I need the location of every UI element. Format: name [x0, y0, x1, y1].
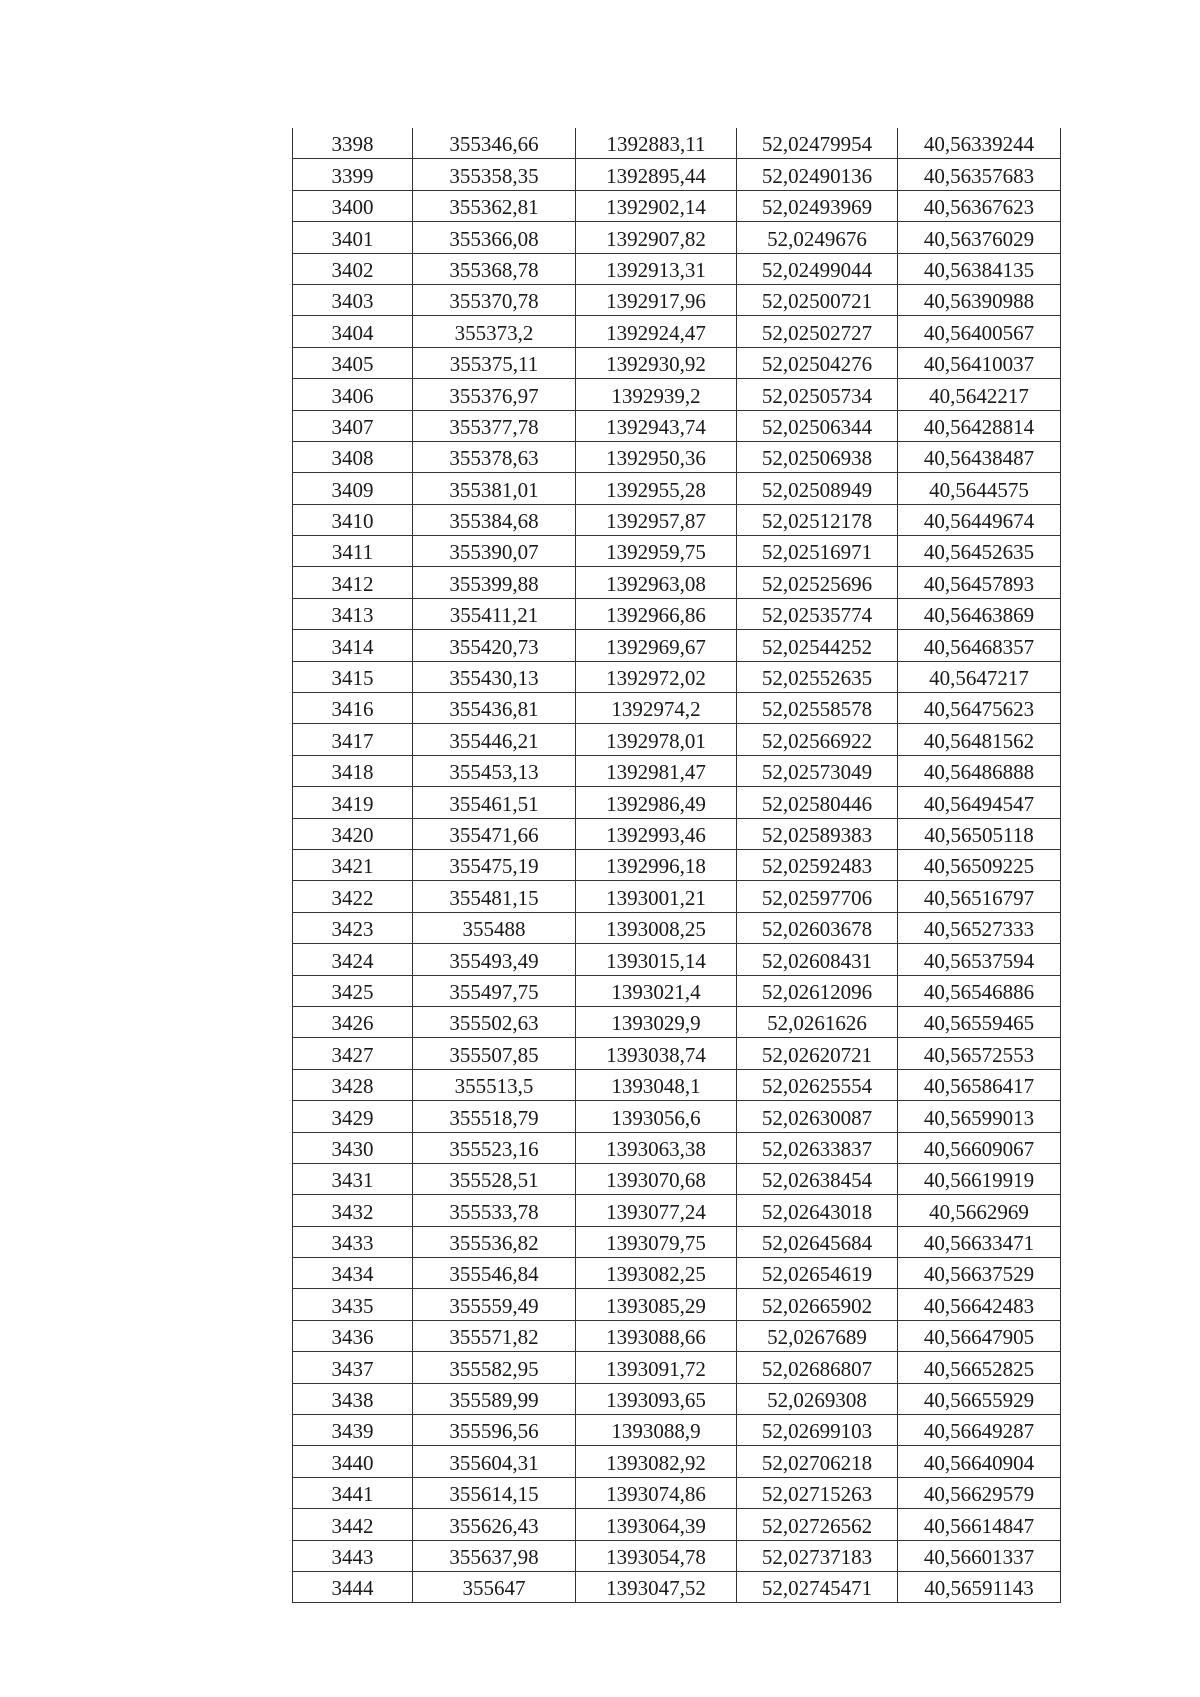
longitude-cell: 40,56633471: [898, 1226, 1061, 1257]
latitude-cell: 52,02633837: [737, 1132, 898, 1163]
y-coordinate-cell: 1392913,31: [576, 253, 737, 284]
longitude-cell: 40,56609067: [898, 1132, 1061, 1163]
latitude-cell: 52,02638454: [737, 1163, 898, 1194]
y-coordinate-cell: 1393070,68: [576, 1163, 737, 1194]
latitude-cell: 52,02512178: [737, 504, 898, 535]
latitude-cell: 52,02620721: [737, 1038, 898, 1069]
longitude-cell: 40,56468357: [898, 630, 1061, 661]
longitude-cell: 40,56367623: [898, 190, 1061, 221]
longitude-cell: 40,56559465: [898, 1006, 1061, 1037]
x-coordinate-cell: 355368,78: [413, 253, 576, 284]
y-coordinate-cell: 1392902,14: [576, 190, 737, 221]
x-coordinate-cell: 355375,11: [413, 347, 576, 378]
x-coordinate-cell: 355497,75: [413, 975, 576, 1006]
x-coordinate-cell: 355381,01: [413, 473, 576, 504]
longitude-cell: 40,56537594: [898, 944, 1061, 975]
longitude-cell: 40,56400567: [898, 316, 1061, 347]
latitude-cell: 52,02597706: [737, 881, 898, 912]
x-coordinate-cell: 355536,82: [413, 1226, 576, 1257]
latitude-cell: 52,02592483: [737, 849, 898, 880]
y-coordinate-cell: 1393038,74: [576, 1038, 737, 1069]
table-row: [293, 316, 1061, 347]
point-number-cell: 3423: [293, 912, 413, 943]
table-row: [293, 379, 1061, 410]
longitude-cell: 40,56449674: [898, 504, 1061, 535]
point-number-cell: 3402: [293, 253, 413, 284]
table-row: [293, 818, 1061, 849]
y-coordinate-cell: 1393015,14: [576, 944, 737, 975]
table-row: [293, 1540, 1061, 1571]
point-number-cell: 3417: [293, 724, 413, 755]
table-row: [293, 1320, 1061, 1351]
longitude-cell: 40,56339244: [898, 128, 1061, 159]
x-coordinate-cell: 355378,63: [413, 441, 576, 472]
y-coordinate-cell: 1393079,75: [576, 1226, 737, 1257]
point-number-cell: 3438: [293, 1383, 413, 1414]
longitude-cell: 40,56390988: [898, 284, 1061, 315]
table-row: [293, 1132, 1061, 1163]
x-coordinate-cell: 355571,82: [413, 1320, 576, 1351]
longitude-cell: 40,56652825: [898, 1352, 1061, 1383]
latitude-cell: 52,02589383: [737, 818, 898, 849]
point-number-cell: 3416: [293, 693, 413, 724]
latitude-cell: 52,02715263: [737, 1477, 898, 1508]
longitude-cell: 40,56601337: [898, 1540, 1061, 1571]
longitude-cell: 40,56438487: [898, 441, 1061, 472]
longitude-cell: 40,56463869: [898, 598, 1061, 629]
latitude-cell: 52,0249676: [737, 222, 898, 253]
latitude-cell: 52,0261626: [737, 1006, 898, 1037]
y-coordinate-cell: 1392978,01: [576, 724, 737, 755]
point-number-cell: 3420: [293, 818, 413, 849]
x-coordinate-cell: 355420,73: [413, 630, 576, 661]
longitude-cell: 40,5642217: [898, 379, 1061, 410]
y-coordinate-cell: 1392981,47: [576, 755, 737, 786]
x-coordinate-cell: 355559,49: [413, 1289, 576, 1320]
point-number-cell: 3403: [293, 284, 413, 315]
longitude-cell: 40,56637529: [898, 1258, 1061, 1289]
table-row: [293, 755, 1061, 786]
table-row: [293, 881, 1061, 912]
y-coordinate-cell: 1393088,66: [576, 1320, 737, 1351]
point-number-cell: 3401: [293, 222, 413, 253]
table-row: [293, 1415, 1061, 1446]
latitude-cell: 52,02544252: [737, 630, 898, 661]
table-row: [293, 284, 1061, 315]
latitude-cell: 52,02580446: [737, 787, 898, 818]
y-coordinate-cell: 1392930,92: [576, 347, 737, 378]
y-coordinate-cell: 1392974,2: [576, 693, 737, 724]
latitude-cell: 52,02525696: [737, 567, 898, 598]
longitude-cell: 40,56591143: [898, 1571, 1061, 1602]
longitude-cell: 40,56599013: [898, 1101, 1061, 1132]
point-number-cell: 3412: [293, 567, 413, 598]
point-number-cell: 3413: [293, 598, 413, 629]
y-coordinate-cell: 1393001,21: [576, 881, 737, 912]
y-coordinate-cell: 1393063,38: [576, 1132, 737, 1163]
table-row: [293, 1163, 1061, 1194]
longitude-cell: 40,56640904: [898, 1446, 1061, 1477]
longitude-cell: 40,56516797: [898, 881, 1061, 912]
table-row: [293, 536, 1061, 567]
point-number-cell: 3409: [293, 473, 413, 504]
point-number-cell: 3432: [293, 1195, 413, 1226]
y-coordinate-cell: 1392883,11: [576, 128, 737, 159]
x-coordinate-cell: 355528,51: [413, 1163, 576, 1194]
longitude-cell: 40,56486888: [898, 755, 1061, 786]
table-row: [293, 1195, 1061, 1226]
latitude-cell: 52,02573049: [737, 755, 898, 786]
table-row: [293, 222, 1061, 253]
x-coordinate-cell: 355446,21: [413, 724, 576, 755]
table-row: [293, 1571, 1061, 1602]
y-coordinate-cell: 1393029,9: [576, 1006, 737, 1037]
point-number-cell: 3440: [293, 1446, 413, 1477]
longitude-cell: 40,56481562: [898, 724, 1061, 755]
latitude-cell: 52,02625554: [737, 1069, 898, 1100]
x-coordinate-cell: 355390,07: [413, 536, 576, 567]
y-coordinate-cell: 1393064,39: [576, 1509, 737, 1540]
table-row: [293, 1509, 1061, 1540]
longitude-cell: 40,56457893: [898, 567, 1061, 598]
latitude-cell: 52,02516971: [737, 536, 898, 567]
point-number-cell: 3415: [293, 661, 413, 692]
x-coordinate-cell: 355582,95: [413, 1352, 576, 1383]
y-coordinate-cell: 1392895,44: [576, 159, 737, 190]
latitude-cell: 52,02699103: [737, 1415, 898, 1446]
x-coordinate-cell: 355647: [413, 1571, 576, 1602]
latitude-cell: 52,02490136: [737, 159, 898, 190]
x-coordinate-cell: 355366,08: [413, 222, 576, 253]
point-number-cell: 3437: [293, 1352, 413, 1383]
coordinates-table-body: [293, 128, 1061, 1603]
x-coordinate-cell: 355596,56: [413, 1415, 576, 1446]
table-row: [293, 253, 1061, 284]
point-number-cell: 3404: [293, 316, 413, 347]
latitude-cell: 52,02558578: [737, 693, 898, 724]
longitude-cell: 40,56410037: [898, 347, 1061, 378]
x-coordinate-cell: 355471,66: [413, 818, 576, 849]
latitude-cell: 52,02603678: [737, 912, 898, 943]
point-number-cell: 3429: [293, 1101, 413, 1132]
table-row: [293, 1226, 1061, 1257]
point-number-cell: 3414: [293, 630, 413, 661]
latitude-cell: 52,02479954: [737, 128, 898, 159]
y-coordinate-cell: 1393074,86: [576, 1477, 737, 1508]
table-row: [293, 128, 1061, 159]
point-number-cell: 3441: [293, 1477, 413, 1508]
point-number-cell: 3398: [293, 128, 413, 159]
table-row: [293, 787, 1061, 818]
table-row: [293, 849, 1061, 880]
longitude-cell: 40,56629579: [898, 1477, 1061, 1508]
x-coordinate-cell: 355461,51: [413, 787, 576, 818]
point-number-cell: 3436: [293, 1320, 413, 1351]
y-coordinate-cell: 1392917,96: [576, 284, 737, 315]
y-coordinate-cell: 1392966,86: [576, 598, 737, 629]
longitude-cell: 40,5644575: [898, 473, 1061, 504]
latitude-cell: 52,02500721: [737, 284, 898, 315]
x-coordinate-cell: 355513,5: [413, 1069, 576, 1100]
x-coordinate-cell: 355346,66: [413, 128, 576, 159]
table-row: [293, 1446, 1061, 1477]
coordinates-table: [292, 128, 1061, 1603]
longitude-cell: 40,5647217: [898, 661, 1061, 692]
table-row: [293, 1289, 1061, 1320]
longitude-cell: 40,56505118: [898, 818, 1061, 849]
x-coordinate-cell: 355507,85: [413, 1038, 576, 1069]
table-row: [293, 975, 1061, 1006]
point-number-cell: 3442: [293, 1509, 413, 1540]
latitude-cell: 52,02654619: [737, 1258, 898, 1289]
x-coordinate-cell: 355362,81: [413, 190, 576, 221]
point-number-cell: 3424: [293, 944, 413, 975]
latitude-cell: 52,02566922: [737, 724, 898, 755]
point-number-cell: 3431: [293, 1163, 413, 1194]
point-number-cell: 3426: [293, 1006, 413, 1037]
point-number-cell: 3427: [293, 1038, 413, 1069]
longitude-cell: 40,56619919: [898, 1163, 1061, 1194]
y-coordinate-cell: 1393085,29: [576, 1289, 737, 1320]
latitude-cell: 52,02665902: [737, 1289, 898, 1320]
table-row: [293, 504, 1061, 535]
y-coordinate-cell: 1392959,75: [576, 536, 737, 567]
point-number-cell: 3422: [293, 881, 413, 912]
table-row: [293, 347, 1061, 378]
y-coordinate-cell: 1393021,4: [576, 975, 737, 1006]
latitude-cell: 52,02706218: [737, 1446, 898, 1477]
latitude-cell: 52,02506938: [737, 441, 898, 472]
y-coordinate-cell: 1393091,72: [576, 1352, 737, 1383]
point-number-cell: 3444: [293, 1571, 413, 1602]
latitude-cell: 52,02508949: [737, 473, 898, 504]
latitude-cell: 52,0269308: [737, 1383, 898, 1414]
x-coordinate-cell: 355411,21: [413, 598, 576, 629]
point-number-cell: 3430: [293, 1132, 413, 1163]
longitude-cell: 40,56509225: [898, 849, 1061, 880]
longitude-cell: 40,56357683: [898, 159, 1061, 190]
table-row: [293, 159, 1061, 190]
longitude-cell: 40,5662969: [898, 1195, 1061, 1226]
y-coordinate-cell: 1392963,08: [576, 567, 737, 598]
x-coordinate-cell: 355475,19: [413, 849, 576, 880]
point-number-cell: 3421: [293, 849, 413, 880]
x-coordinate-cell: 355430,13: [413, 661, 576, 692]
table-row: [293, 630, 1061, 661]
x-coordinate-cell: 355453,13: [413, 755, 576, 786]
y-coordinate-cell: 1393082,92: [576, 1446, 737, 1477]
point-number-cell: 3443: [293, 1540, 413, 1571]
x-coordinate-cell: 355626,43: [413, 1509, 576, 1540]
y-coordinate-cell: 1392993,46: [576, 818, 737, 849]
latitude-cell: 52,02504276: [737, 347, 898, 378]
point-number-cell: 3410: [293, 504, 413, 535]
longitude-cell: 40,56384135: [898, 253, 1061, 284]
table-row: [293, 190, 1061, 221]
latitude-cell: 52,02552635: [737, 661, 898, 692]
y-coordinate-cell: 1393056,6: [576, 1101, 737, 1132]
table-row: [293, 1006, 1061, 1037]
latitude-cell: 52,02630087: [737, 1101, 898, 1132]
table-row: [293, 1477, 1061, 1508]
table-row: [293, 1352, 1061, 1383]
longitude-cell: 40,56494547: [898, 787, 1061, 818]
y-coordinate-cell: 1392907,82: [576, 222, 737, 253]
table-row: [293, 912, 1061, 943]
latitude-cell: 52,02726562: [737, 1509, 898, 1540]
x-coordinate-cell: 355358,35: [413, 159, 576, 190]
point-number-cell: 3406: [293, 379, 413, 410]
y-coordinate-cell: 1393047,52: [576, 1571, 737, 1602]
y-coordinate-cell: 1393082,25: [576, 1258, 737, 1289]
y-coordinate-cell: 1393093,65: [576, 1383, 737, 1414]
table-row: [293, 693, 1061, 724]
table-row: [293, 724, 1061, 755]
y-coordinate-cell: 1393054,78: [576, 1540, 737, 1571]
y-coordinate-cell: 1393048,1: [576, 1069, 737, 1100]
latitude-cell: 52,02645684: [737, 1226, 898, 1257]
x-coordinate-cell: 355523,16: [413, 1132, 576, 1163]
y-coordinate-cell: 1392955,28: [576, 473, 737, 504]
latitude-cell: 52,02686807: [737, 1352, 898, 1383]
x-coordinate-cell: 355637,98: [413, 1540, 576, 1571]
latitude-cell: 52,02608431: [737, 944, 898, 975]
point-number-cell: 3435: [293, 1289, 413, 1320]
point-number-cell: 3425: [293, 975, 413, 1006]
point-number-cell: 3419: [293, 787, 413, 818]
table-row: [293, 598, 1061, 629]
table-row: [293, 1383, 1061, 1414]
longitude-cell: 40,56572553: [898, 1038, 1061, 1069]
x-coordinate-cell: 355604,31: [413, 1446, 576, 1477]
longitude-cell: 40,56475623: [898, 693, 1061, 724]
latitude-cell: 52,02643018: [737, 1195, 898, 1226]
longitude-cell: 40,56586417: [898, 1069, 1061, 1100]
point-number-cell: 3433: [293, 1226, 413, 1257]
longitude-cell: 40,56614847: [898, 1509, 1061, 1540]
y-coordinate-cell: 1392972,02: [576, 661, 737, 692]
table-row: [293, 1069, 1061, 1100]
point-number-cell: 3411: [293, 536, 413, 567]
y-coordinate-cell: 1392957,87: [576, 504, 737, 535]
x-coordinate-cell: 355377,78: [413, 410, 576, 441]
latitude-cell: 52,0267689: [737, 1320, 898, 1351]
x-coordinate-cell: 355373,2: [413, 316, 576, 347]
latitude-cell: 52,02535774: [737, 598, 898, 629]
x-coordinate-cell: 355589,99: [413, 1383, 576, 1414]
y-coordinate-cell: 1392986,49: [576, 787, 737, 818]
table-row: [293, 473, 1061, 504]
point-number-cell: 3407: [293, 410, 413, 441]
table-row: [293, 410, 1061, 441]
x-coordinate-cell: 355488: [413, 912, 576, 943]
table-row: [293, 567, 1061, 598]
longitude-cell: 40,56649287: [898, 1415, 1061, 1446]
x-coordinate-cell: 355384,68: [413, 504, 576, 535]
table-row: [293, 661, 1061, 692]
latitude-cell: 52,02745471: [737, 1571, 898, 1602]
x-coordinate-cell: 355614,15: [413, 1477, 576, 1508]
x-coordinate-cell: 355518,79: [413, 1101, 576, 1132]
x-coordinate-cell: 355493,49: [413, 944, 576, 975]
latitude-cell: 52,02506344: [737, 410, 898, 441]
longitude-cell: 40,56527333: [898, 912, 1061, 943]
x-coordinate-cell: 355481,15: [413, 881, 576, 912]
longitude-cell: 40,56655929: [898, 1383, 1061, 1414]
point-number-cell: 3428: [293, 1069, 413, 1100]
longitude-cell: 40,56376029: [898, 222, 1061, 253]
table-row: [293, 1101, 1061, 1132]
longitude-cell: 40,56546886: [898, 975, 1061, 1006]
point-number-cell: 3418: [293, 755, 413, 786]
y-coordinate-cell: 1392969,67: [576, 630, 737, 661]
y-coordinate-cell: 1392950,36: [576, 441, 737, 472]
latitude-cell: 52,02505734: [737, 379, 898, 410]
y-coordinate-cell: 1392939,2: [576, 379, 737, 410]
x-coordinate-cell: 355546,84: [413, 1258, 576, 1289]
latitude-cell: 52,02502727: [737, 316, 898, 347]
longitude-cell: 40,56428814: [898, 410, 1061, 441]
table-row: [293, 1038, 1061, 1069]
x-coordinate-cell: 355370,78: [413, 284, 576, 315]
latitude-cell: 52,02737183: [737, 1540, 898, 1571]
point-number-cell: 3434: [293, 1258, 413, 1289]
y-coordinate-cell: 1393008,25: [576, 912, 737, 943]
longitude-cell: 40,56642483: [898, 1289, 1061, 1320]
y-coordinate-cell: 1393077,24: [576, 1195, 737, 1226]
x-coordinate-cell: 355502,63: [413, 1006, 576, 1037]
table-row: [293, 944, 1061, 975]
x-coordinate-cell: 355436,81: [413, 693, 576, 724]
table-row: [293, 441, 1061, 472]
x-coordinate-cell: 355399,88: [413, 567, 576, 598]
y-coordinate-cell: 1393088,9: [576, 1415, 737, 1446]
table-row: [293, 1258, 1061, 1289]
y-coordinate-cell: 1392924,47: [576, 316, 737, 347]
longitude-cell: 40,56647905: [898, 1320, 1061, 1351]
point-number-cell: 3400: [293, 190, 413, 221]
latitude-cell: 52,02499044: [737, 253, 898, 284]
longitude-cell: 40,56452635: [898, 536, 1061, 567]
y-coordinate-cell: 1392943,74: [576, 410, 737, 441]
point-number-cell: 3408: [293, 441, 413, 472]
y-coordinate-cell: 1392996,18: [576, 849, 737, 880]
point-number-cell: 3399: [293, 159, 413, 190]
point-number-cell: 3405: [293, 347, 413, 378]
latitude-cell: 52,02493969: [737, 190, 898, 221]
x-coordinate-cell: 355533,78: [413, 1195, 576, 1226]
x-coordinate-cell: 355376,97: [413, 379, 576, 410]
point-number-cell: 3439: [293, 1415, 413, 1446]
latitude-cell: 52,02612096: [737, 975, 898, 1006]
